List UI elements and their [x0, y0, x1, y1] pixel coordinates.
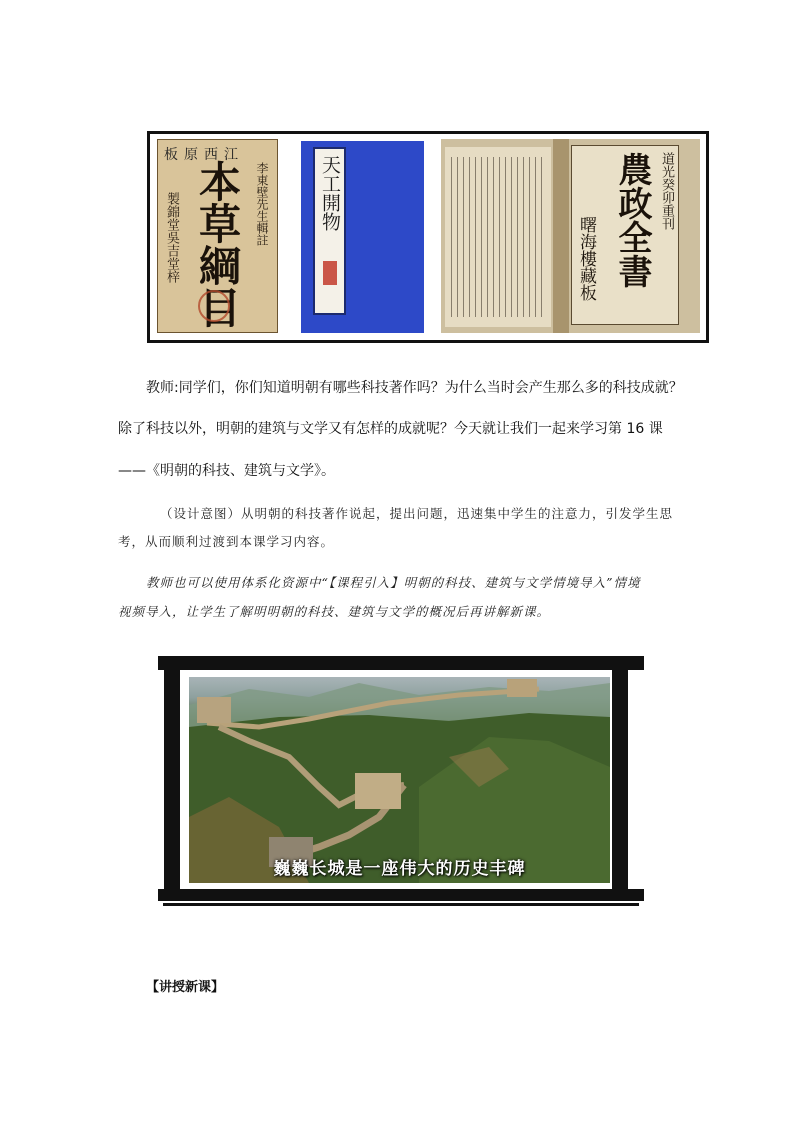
- nongzheng-foot: 曙海樓藏板: [576, 216, 596, 301]
- seal-stamp: [323, 261, 337, 285]
- nongzheng-quanshu-book: [441, 139, 700, 333]
- resource-tip-line-1: 教师也可以使用体系化资源中“【课程引入】明朝的科技、建筑与文学情境导入”情境: [146, 575, 641, 590]
- book-spine: [553, 139, 569, 333]
- video-caption: 巍巍长城是一座伟大的历史丰碑: [273, 859, 526, 879]
- title-label: [313, 147, 346, 315]
- design-note-line-2: 考，从而顺利过渡到本课学习内容。: [118, 534, 335, 549]
- intro-paragraph-line-1: 教师:同学们，你们知道明朝有哪些科技著作吗？为什么当时会产生那么多的科技成就？: [146, 380, 683, 396]
- scroll-frame-bottom-line: [163, 903, 639, 906]
- tiangong-kaiwu-cover: [301, 141, 424, 333]
- tiangong-title: 天工開物: [319, 155, 341, 231]
- scroll-frame-top: [158, 656, 644, 670]
- bencao-gangmu-cover: [157, 139, 278, 333]
- seal-stamp: [198, 290, 230, 322]
- nongzheng-sub: 道光癸卯重刊: [659, 152, 674, 230]
- nongzheng-title-page: [571, 145, 679, 325]
- bencao-left-note: 製錦堂吳吉堂梓: [164, 192, 179, 283]
- scroll-frame-left: [164, 670, 180, 889]
- book-text-page: [445, 147, 551, 327]
- bencao-side-note: 李東壁先生輯註: [255, 162, 269, 246]
- great-wall-illustration: [189, 677, 610, 883]
- great-wall-video-still: [189, 677, 610, 883]
- design-note-line-1: （设计意图）从明朝的科技著作说起，提出问题，迅速集中学生的注意力，引发学生思: [160, 506, 674, 521]
- intro-paragraph-line-3: ——《明朝的科技、建筑与文学》。: [118, 463, 335, 479]
- nongzheng-title: 農政全書: [612, 152, 652, 288]
- scroll-frame-right: [612, 670, 628, 889]
- bencao-title: 本草綱目: [193, 160, 242, 328]
- resource-tip-line-2: 视频导入，让学生了解明明朝的科技、建筑与文学的概况后再讲解新课。: [118, 604, 551, 619]
- scroll-frame-bottom: [158, 889, 644, 901]
- section-heading: 【讲授新课】: [146, 980, 225, 995]
- intro-paragraph-line-2: 除了科技以外，明朝的建筑与文学又有怎样的成就呢？今天就让我们一起来学习第 16 课: [118, 421, 663, 437]
- bencao-top-line: 板原西江: [164, 147, 244, 163]
